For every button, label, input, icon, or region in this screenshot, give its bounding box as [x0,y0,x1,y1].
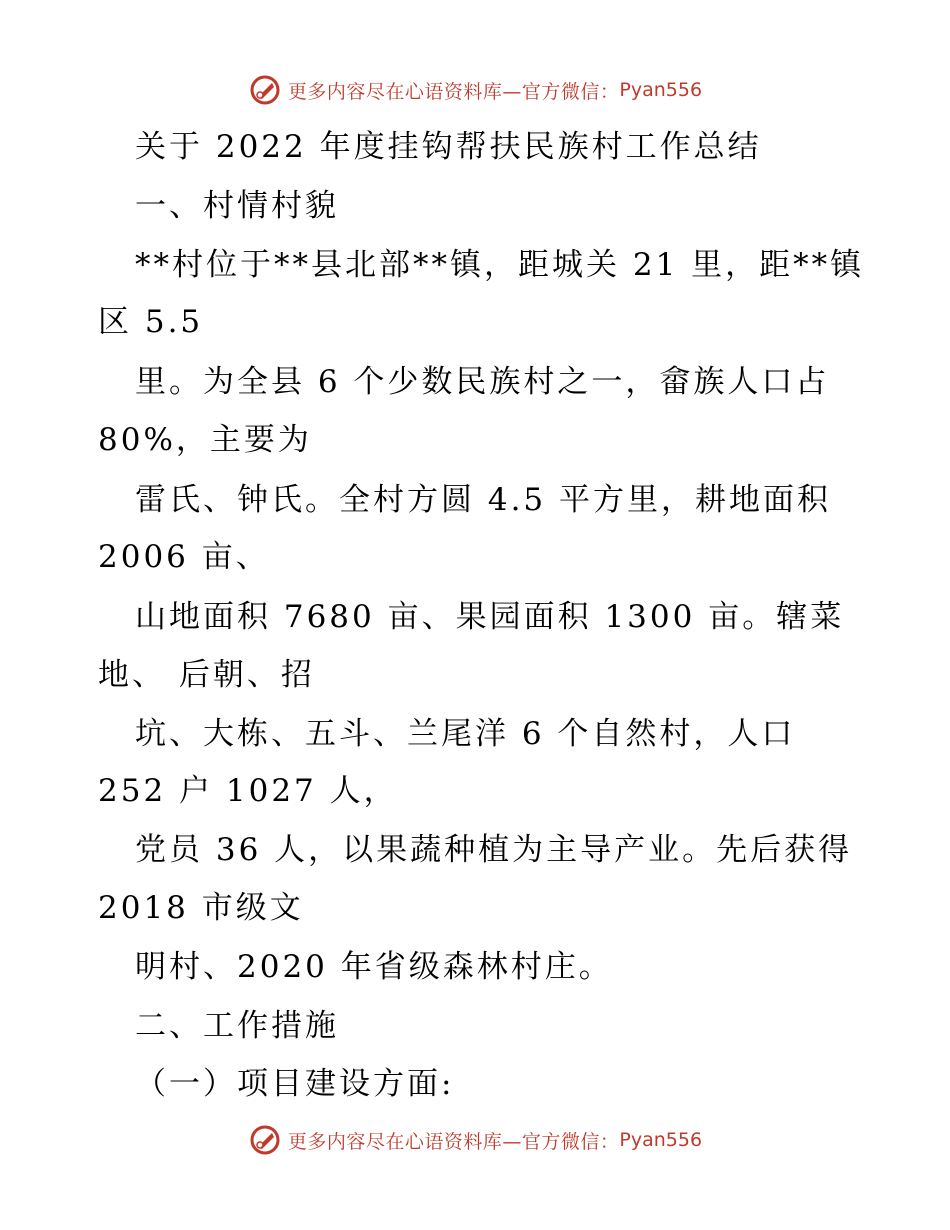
paragraph-line: 80%，主要为 [98,422,312,458]
paragraph-line: 党员 36 人，以果蔬种植为主导产业。先后获得 [135,832,853,868]
paragraph-line: 明村、2020 年省级森林村庄。 [135,949,613,985]
paragraph-line: 2006 亩、 [98,539,270,575]
section-heading-village-overview: 一、村情村貌 [135,188,339,224]
watermark-contact: Pyan556 [619,79,703,101]
paragraph-line: 区 5.5 [98,304,204,340]
paragraph-line: 地、 后朝、招 [98,657,315,693]
paragraph-line: 雷氏、钟氏。全村方圆 4.5 平方里，耕地面积 [135,482,832,518]
paragraph-line: 坑、大栋、五斗、兰尾洋 6 个自然村，人口 [135,716,796,752]
footer-watermark [0,1120,950,1160]
paragraph-line: 252 户 1027 人， [98,773,398,809]
quill-logo-icon [248,1123,282,1157]
watermark-contact: Pyan556 [619,1129,703,1151]
quill-logo-icon [248,73,282,107]
paragraph-line: 山地面积 7680 亩、果园面积 1300 亩。辖菜 [135,599,845,635]
watermark-text: 更多内容尽在心语资料库—官方微信： [287,1130,620,1153]
paragraph-line: 2018 市级文 [98,890,304,926]
paragraph-line: **村位于**县北部**镇，距城关 21 里，距**镇 [135,247,865,283]
watermark-text: 更多内容尽在心语资料库—官方微信： [287,80,620,103]
header-watermark [0,70,950,110]
document-title: 关于 2022 年度挂钩帮扶民族村工作总结 [135,129,762,165]
section-heading-work-measures: 二、工作措施 [135,1008,339,1044]
paragraph-line: 里。为全县 6 个少数民族村之一，畲族人口占 [135,364,830,400]
subsection-heading-project-construction: （一）项目建设方面: [135,1066,455,1102]
